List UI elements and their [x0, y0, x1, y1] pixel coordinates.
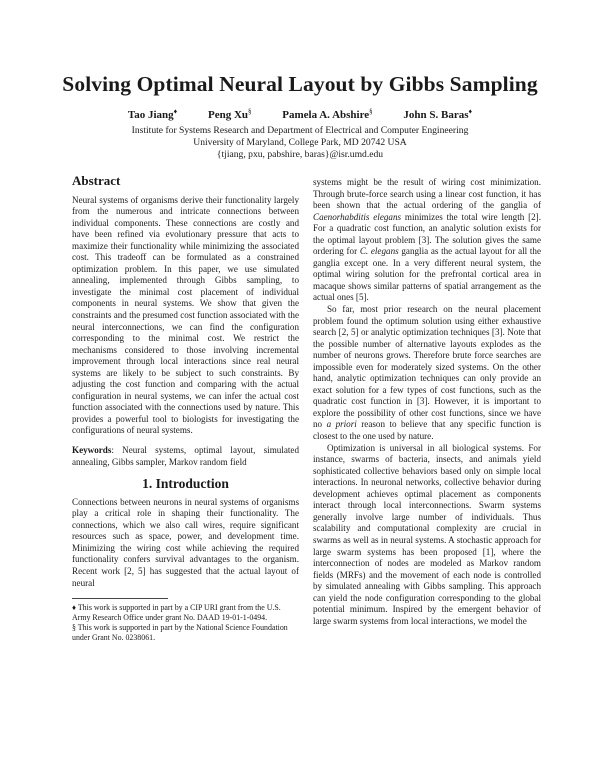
left-column [72, 175, 299, 643]
body-paragraph-1: systems might be the result of wiring cost minimization. Through brute-force search using a linear cost function, it has been shown that the actual ordering of the ganglia of Caenorhabditis elegans minimizes the total wire length [2]. For a quadratic cost function, an analytic solution exists for the optimal layout problem [3]. The solution gives the same ordering for C. elegans ganglia as the actual layout for all the ganglia except one. In a very different neural system, the optimal wiring solution for the prefrontal cortical area in macaque shows similar patterns of spatial arrangement as the actual ones [5]. [313, 177, 541, 303]
introduction-paragraph: Connections between neurons in neural systems of organisms play a critical role in shaping their functionality. The connections, which we also call wires, require significant resources such as space, power, and development time. Minimizing the wiring cost while achieving the required functionality confers survival advantages to the organism. Recent work [2, 5] has suggested that the actual layout of neural [72, 496, 299, 588]
affiliation-institute: Institute for Systems Research and Department of Electrical and Computer Engineering [131, 125, 469, 136]
footnote-2: § This work is supported in part by the National Science Foundation under Grant No. 0238061. [72, 623, 288, 643]
body-paragraph-3: Optimization is universal in all biological systems. For instance, swarms of bacteria, insects, and animals yield sophisticated collective behaviors based only on simple local interactions. In neuronal networks, collective behavior during development achieves optimal placement as components interact through local interconnections. Swarm systems generally involve large number of individuals. Thus scalability and computational complexity are crucial in swarms as well as in neural systems. A stochastic approach for large swarm systems has been proposed [1], where the interconnection of nodes are modeled as Markov random fields (MRFs) and the movement of each node is controlled by simulated annealing with Gibbs sampling. This approach can yield the node configuration corresponding to the global potential minimum. Inspired by the emergent behavior of large swarm systems from local interactions, we model the [313, 442, 541, 626]
author-list [0, 107, 600, 121]
affiliation-address: University of Maryland, College Park, MD 20742 USA [193, 137, 407, 148]
introduction-heading: 1. Introduction [142, 476, 229, 492]
body-paragraph-2: So far, most prior research on the neural placement problem found the optimum solution using either exhaustive search [2, 5] or analytic optimization techniques [3]. Note that the possible number of alternative layouts explodes as the number of neurons grows. Therefore brute force searches are impossible even for moderately sized systems. On the other hand, analytic optimization techniques can only provide an exact solution for a few types of cost functions, such as the quadratic cost function in [3]. However, it is important to explore the possibility of other cost functions, since we have no a priori reason to believe that any specific function is closest to the one used by nature. [313, 304, 542, 442]
footnote-divider [72, 598, 168, 599]
affiliation [0, 125, 600, 161]
abstract-heading: Abstract [72, 173, 121, 188]
abstract-body: Neural systems of organisms derive their functionality largely from the numerous and intricate connections between individual components. These connections are costly and have been refined via evolutionary pressure that acts to maximize their functionality while minimizing the associated cost. This tradeoff can be formulated as a constrained optimization problem. In this paper, we use simulated annealing, implemented through Gibbs sampling, to investigate the minimal cost placement of individual components in neural systems. We show that given the constraints and the presumed cost function associated with the neural interconnections, we can find the configuration corresponding to the minimal cost. We restrict the mechanisms considered to those involving incremental improvement through local interactions since real neural systems are likely to be subject to such constraints. By adjusting the cost function and comparing with the actual configuration in neural systems, we can infer the actual cost function associated with the connections used by nature. This provides a powerful tool to biologists for investigating the configurations of neural systems. [72, 194, 299, 436]
paper-title: Solving Optimal Neural Layout by Gibbs Sampling [62, 72, 538, 96]
author: Peng Xu§ [207, 107, 252, 121]
footnotes [72, 603, 299, 643]
author: Pamela A. Abshire§ [282, 107, 373, 121]
keywords-label: Keywords [72, 445, 112, 456]
author: John S. Baras♦ [403, 107, 473, 121]
affiliation-email: {tjiang, pxu, pabshire, baras}@isr.umd.edu [216, 149, 384, 160]
author: Tao Jiang♦ [127, 107, 178, 121]
footnote-1: ♦ This work is supported in part by a CIP URI grant from the U.S. Army Research Office under grant No. DAAD 19-01-1-0494. [72, 603, 281, 623]
keywords [72, 445, 299, 468]
right-column [313, 177, 541, 627]
keywords-text: : Neural systems, optimal layout, simulated annealing, Gibbs sampler, Markov random field [72, 445, 299, 467]
